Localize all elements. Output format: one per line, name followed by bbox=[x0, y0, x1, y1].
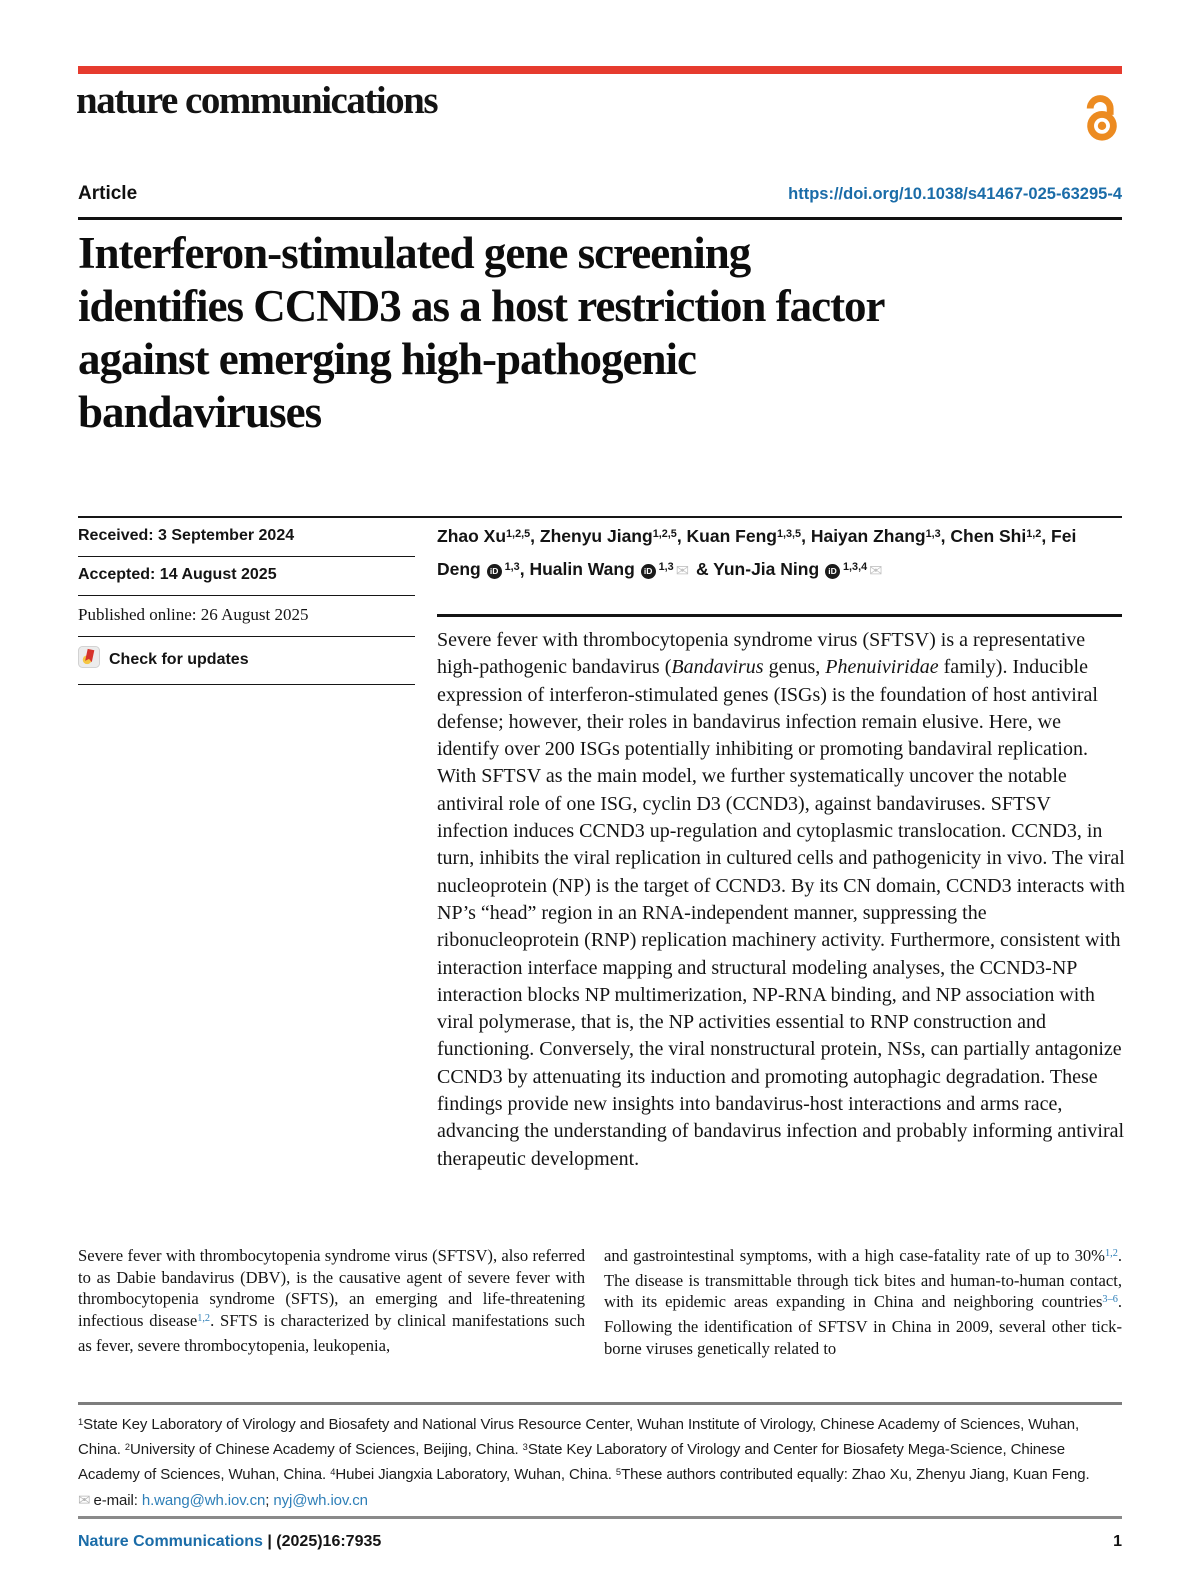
intro-column-left bbox=[78, 1245, 585, 1357]
text-segment: 1,2 bbox=[197, 1313, 211, 1325]
author-name: Zhenyu Jiang bbox=[539, 526, 653, 546]
text-segment: , bbox=[676, 526, 687, 546]
intro-column-right bbox=[604, 1245, 1122, 1360]
text-segment: . SFTS is characterized by clinical manifestations such as fever, severe thrombocytopenia, leukopenia, bbox=[78, 1311, 585, 1355]
email-line bbox=[78, 1489, 1124, 1512]
email-link[interactable]: h.wang@wh.iov.cn bbox=[141, 1492, 266, 1509]
affiliations-text bbox=[78, 1413, 1124, 1488]
check-for-updates-button[interactable] bbox=[78, 637, 415, 685]
footer-journal-link[interactable]: Nature Communications bbox=[78, 1533, 263, 1550]
text-segment: . Following the identification of SFTSV in China in 2009, several other tick-borne viruses genetically related to bbox=[604, 1292, 1122, 1358]
orcid-icon: iD bbox=[641, 564, 656, 579]
doi-link[interactable]: https://doi.org/10.1038/s41467-025-63295-4 bbox=[788, 185, 1122, 203]
article-title bbox=[78, 227, 1108, 439]
page-footer bbox=[78, 1533, 1122, 1551]
text-segment: genus, bbox=[763, 656, 826, 679]
orcid-icon: iD bbox=[825, 564, 840, 579]
footnote-rule bbox=[78, 1402, 1122, 1405]
text-segment: 1,2,5 bbox=[652, 527, 677, 540]
footer-citation: (2025)16:7935 bbox=[276, 1533, 382, 1550]
text-segment: , bbox=[530, 526, 540, 546]
text-segment: 1,2 bbox=[1026, 527, 1042, 540]
envelope-icon: ✉ bbox=[869, 561, 883, 580]
text-segment: 1,2,5 bbox=[506, 527, 531, 540]
title-line: against emerging high-pathogenic bbox=[78, 334, 697, 384]
received-date: Received: 3 September 2024 bbox=[78, 527, 295, 544]
text-segment: Severe fever with thrombocytopenia syndrome virus (SFTSV) is a representative high-pathogenic bandavirus ( bbox=[437, 629, 1086, 679]
article-kicker: Article bbox=[78, 183, 138, 204]
received-date-row bbox=[78, 518, 415, 557]
article-header-row bbox=[78, 183, 1122, 205]
page-number: 1 bbox=[1113, 1533, 1122, 1550]
text-segment: 2 bbox=[124, 1441, 130, 1452]
text-segment: 3 bbox=[522, 1441, 528, 1452]
published-date: Published online: 26 August 2025 bbox=[78, 605, 309, 624]
text-segment: 5 bbox=[615, 1466, 622, 1477]
text-segment: Bandavirus bbox=[671, 656, 764, 679]
title-line: Interferon-stimulated gene screening bbox=[78, 228, 751, 278]
author-name: Chen Shi bbox=[950, 526, 1027, 546]
text-segment: 1,3 bbox=[925, 527, 941, 540]
footnote-block bbox=[78, 1413, 1124, 1512]
text-segment: and gastrointestinal symptoms, with a high case-fatality rate of up to 30% bbox=[604, 1246, 1105, 1265]
envelope-icon: ✉ bbox=[675, 561, 690, 580]
text-segment: University of Chinese Academy of Sciences, Beijing, China. bbox=[130, 1441, 523, 1458]
text-segment: 1,2 bbox=[1104, 1248, 1118, 1260]
brand-red-bar bbox=[78, 66, 1122, 74]
footer-separator: | bbox=[262, 1533, 277, 1550]
author-name: Haiyan Zhang bbox=[810, 526, 926, 546]
envelope-icon: ✉ bbox=[78, 1491, 91, 1509]
text-segment: 1,3,5 bbox=[776, 527, 802, 540]
title-line: bandaviruses bbox=[78, 387, 322, 437]
author-name: Hualin Wang bbox=[529, 559, 640, 579]
text-segment: ; bbox=[265, 1492, 274, 1509]
text-segment: 3–6 bbox=[1102, 1294, 1118, 1306]
article-dates-sidebar bbox=[78, 518, 415, 685]
text-segment: , bbox=[1041, 526, 1052, 546]
abstract-rule bbox=[437, 614, 1122, 617]
abstract-text bbox=[437, 627, 1125, 1173]
text-segment: 1,3,4 bbox=[843, 560, 868, 573]
text-segment: , bbox=[940, 526, 951, 546]
author-list bbox=[437, 521, 1123, 587]
text-segment: , bbox=[801, 526, 811, 546]
text-segment: e-mail: bbox=[93, 1492, 142, 1509]
text-segment: Severe fever with thrombocytopenia syndrome virus (SFTSV), also referred to as Dabie bandavirus (DBV), is the causative agent of severe fever with thrombocytopenia syndrome (SFTS), an emerging and life-threatening infectious disease bbox=[78, 1246, 585, 1331]
text-segment: & bbox=[691, 559, 714, 579]
text-segment: These authors contributed equally: Zhao Xu, Zhenyu Jiang, Kuan Feng. bbox=[621, 1466, 1090, 1483]
text-segment: Hubei Jiangxia Laboratory, Wuhan, China. bbox=[335, 1466, 616, 1483]
text-segment: 1 bbox=[78, 1416, 84, 1427]
text-segment: family). Inducible expression of interferon-stimulated genes (ISGs) is the foundation of host antiviral defense; however, their roles in bandavirus infection remain elusive. Here, we identify over 200 ISGs potentially inhibiting or promoting bandaviral replication. With SFTSV as the main model, we further systematically uncover the notable antiviral role of one ISG, cyclin D3 (CCND3), against bandaviruses. SFTSV infection induces CCND3 up-regulation and cytoplasmic translocation. CCND3, in turn, inhibits the viral replication in cultured cells and pathogenicity in vivo. The viral nucleoprotein (NP) is the target of CCND3. By its CN domain, CCND3 interacts with NP’s “head” region in an RNA-independent manner, suppressing the ribonucleoprotein (RNP) replication machinery activity. Furthermore, consistent with interaction interface mapping and structural modeling analyses, the CCND3-NP interaction blocks NP multimerization, NP-RNA binding, and NP association with viral polymerase, that is, the NP activities essential to RNP construction and functioning. Conversely, the viral nonstructural protein, NSs, can partially antagonize CCND3 by attenuating its induction and promoting autophagic degradation. These findings provide new insights into bandavirus-host interactions and arms race, advancing the understanding of bandavirus infection and probably informing antiviral therapeutic development. bbox=[437, 656, 1125, 1170]
footer-rule bbox=[78, 1516, 1122, 1519]
title-line: identifies CCND3 as a host restriction factor bbox=[78, 281, 885, 331]
accepted-date: Accepted: 14 August 2025 bbox=[78, 566, 277, 583]
text-segment: 4 bbox=[330, 1466, 336, 1477]
text-segment: , bbox=[519, 559, 530, 579]
text-segment: 1,3 bbox=[504, 560, 520, 573]
author-name: Kuan Feng bbox=[686, 526, 777, 546]
text-segment: State Key Laboratory of Virology and Biosafety and National Virus Resource Center, Wuhan Institute of Virology, Chinese Academy of Sciences, Wuhan, China. bbox=[78, 1416, 1080, 1458]
published-date-row bbox=[78, 596, 415, 637]
text-segment: Phenuiviridae bbox=[825, 656, 939, 679]
crossmark-icon bbox=[78, 646, 100, 673]
header-rule bbox=[78, 217, 1122, 220]
text-segment: State Key Laboratory of Virology and Center for Biosafety Mega-Science, Chinese Academy of Sciences, Wuhan, China. bbox=[78, 1441, 1065, 1483]
orcid-icon: iD bbox=[487, 564, 502, 579]
email-link[interactable]: nyj@wh.iov.cn bbox=[273, 1492, 368, 1509]
journal-logo: nature communications bbox=[76, 79, 438, 122]
text-segment: . The disease is transmittable through tick bites and human-to-human contact, with its epidemic areas expanding in China and neighboring countries bbox=[604, 1246, 1122, 1312]
author-name: Yun-Jia Ning bbox=[713, 559, 825, 579]
author-name: Zhao Xu bbox=[437, 526, 507, 546]
open-access-icon bbox=[1082, 86, 1122, 147]
check-for-updates-label: Check for updates bbox=[109, 650, 249, 668]
footer-citation-group bbox=[78, 1533, 381, 1551]
text-segment: 1,3 bbox=[658, 560, 674, 573]
accepted-date-row bbox=[78, 557, 415, 596]
author-name: Fei Deng bbox=[437, 526, 1077, 579]
